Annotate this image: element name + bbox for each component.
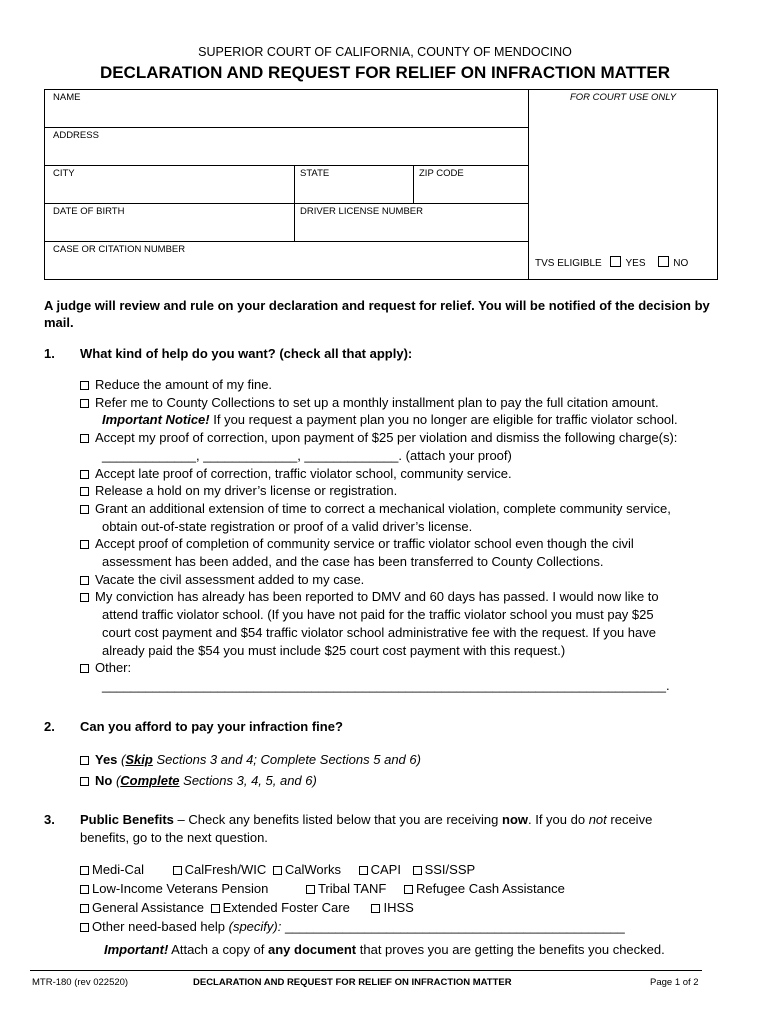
ssi-checkbox[interactable]: [413, 866, 422, 875]
other-benefit-checkbox[interactable]: [80, 923, 89, 932]
other-label: Other:: [95, 660, 132, 676]
tvs-eligible-label: TVS ELIGIBLE: [535, 258, 602, 269]
q3-number: 3.: [44, 812, 55, 827]
address-label: ADDRESS: [53, 130, 99, 141]
q2-number: 2.: [44, 719, 55, 734]
court-name: SUPERIOR COURT OF CALIFORNIA, COUNTY OF MENDOCINO: [198, 45, 572, 59]
q3-line-2: benefits, go to the next question.: [80, 829, 268, 845]
other-benefit-label: Other need-based help: [92, 919, 229, 934]
row-divider-4: [44, 241, 529, 242]
installment-label: Refer me to County Collections to set up a monthly installment plan to pay the full citation amount.: [95, 394, 659, 410]
footer-form-number: MTR-180 (rev 022520): [32, 977, 129, 988]
release-hold-label: Release a hold on my driver’s license or registration.: [95, 483, 398, 499]
calfresh-checkbox[interactable]: [173, 866, 182, 875]
tanf-label: Tribal TANF: [317, 881, 387, 896]
calfresh-label: CalFresh/WIC: [184, 862, 267, 877]
form-title: DECLARATION AND REQUEST FOR RELIEF ON INFRACTION MATTER: [99, 63, 671, 82]
important-notice-text: If you request a payment plan you no longer are eligible for traffic violator school.: [209, 412, 678, 428]
community-service-label-cont: assessment has been added, and the case has been transferred to County Collections.: [102, 554, 604, 570]
dmv-tvs-label-cont-2: court cost payment and $54 traffic violator school administrative fee with the request. If you have: [102, 624, 656, 640]
important-notice: [80, 411, 740, 429]
col-divider-state: [294, 165, 295, 241]
q1-heading: What kind of help do you want? (check all that apply):: [80, 346, 413, 361]
capi-checkbox[interactable]: [359, 866, 368, 875]
q3-now: now: [502, 812, 528, 827]
list-item: [80, 749, 740, 770]
proof-correction-label: Accept my proof of correction, upon payment of $25 per violation and dismiss the following charge(s):: [95, 430, 678, 446]
list-item: [80, 465, 740, 483]
other-benefit-specify: (specify):: [228, 919, 282, 934]
q3-intro: [80, 811, 740, 846]
extension-label-cont: obtain out-of-state registration or proof of a valid driver’s license.: [102, 518, 473, 534]
list-item: [80, 429, 740, 447]
veterans-label: Low-Income Veterans Pension: [92, 881, 269, 896]
dl-label: DRIVER LICENSE NUMBER: [300, 206, 423, 217]
q3-text-1: – Check any benefits listed below that you are receiving: [173, 812, 502, 827]
afford-no-checkbox[interactable]: [80, 777, 89, 786]
list-item: [80, 482, 740, 500]
refugee-label: Refugee Cash Assistance: [415, 881, 565, 896]
other-input-line[interactable]: ______________________________________________________________________________.: [102, 677, 670, 693]
tanf-checkbox[interactable]: [306, 885, 315, 894]
court-use-label: FOR COURT USE ONLY: [569, 92, 677, 103]
q2-options: [80, 749, 740, 791]
list-item: [80, 376, 740, 394]
calworks-checkbox[interactable]: [273, 866, 282, 875]
list-item: [80, 571, 740, 589]
general-assistance-label: General Assistance: [92, 900, 205, 915]
dob-label: DATE OF BIRTH: [53, 206, 125, 217]
q3-not: not: [588, 812, 607, 827]
dmv-tvs-label: My conviction has already has been reported to DMV and 60 days has passed. I would now like to: [95, 589, 659, 605]
reduce-fine-label: Reduce the amount of my fine.: [95, 377, 273, 392]
benefits-attach-2: that proves you are getting the benefits you checked.: [356, 942, 665, 957]
list-item: [80, 588, 740, 606]
ihss-label: IHSS: [383, 900, 414, 915]
tvs-no-checkbox[interactable]: [658, 256, 669, 267]
benefits-important: [104, 941, 744, 959]
q2-heading: Can you afford to pay your infraction fine?: [80, 719, 343, 734]
proof-correction-checkbox[interactable]: [80, 434, 89, 443]
afford-yes-label: Yes: [95, 752, 118, 767]
list-item: [80, 659, 740, 677]
benefits-row-2: [80, 879, 740, 898]
capi-label: CAPI: [370, 862, 401, 877]
row-divider-2: [44, 165, 529, 166]
footer-page-number: Page 1 of 2: [650, 977, 699, 988]
important-notice-label: Important Notice!: [102, 412, 210, 428]
vacate-checkbox[interactable]: [80, 576, 89, 585]
afford-no-label: No: [95, 773, 113, 788]
dmv-tvs-checkbox[interactable]: [80, 593, 89, 602]
state-label: STATE: [300, 168, 330, 179]
charges-blanks[interactable]: _____________, _____________, _____________. (attach your proof): [102, 447, 512, 463]
other-benefit-input-line[interactable]: _______________________________________________: [281, 919, 625, 934]
q3-text-3: receive: [606, 812, 653, 827]
afford-yes-rest: Sections 3 and 4; Complete Sections 5 and 6): [152, 752, 421, 767]
refugee-checkbox[interactable]: [404, 885, 413, 894]
other-checkbox[interactable]: [80, 664, 89, 673]
tvs-yes-checkbox[interactable]: [610, 256, 621, 267]
zip-label: ZIP CODE: [419, 168, 464, 179]
list-item: [80, 500, 740, 518]
name-field[interactable]: [45, 104, 527, 126]
benefits-any-document: any document: [268, 942, 357, 957]
foster-care-checkbox[interactable]: [211, 904, 220, 913]
community-service-label: Accept proof of completion of community service or traffic violator school even though the civil: [95, 536, 634, 552]
ihss-checkbox[interactable]: [371, 904, 380, 913]
medical-label: Medi-Cal: [92, 862, 145, 877]
extension-label: Grant an additional extension of time to correct a mechanical violation, complete community service,: [95, 500, 671, 516]
late-proof-checkbox[interactable]: [80, 470, 89, 479]
afford-yes-skip: Skip: [125, 752, 153, 767]
dmv-tvs-label-cont-3: already paid the $54 you must include $25 court cost payment with this request.): [102, 642, 566, 658]
list-item: [80, 535, 740, 553]
q1-options: [80, 376, 740, 695]
list-item: [80, 394, 740, 412]
foster-care-label: Extended Foster Care: [222, 900, 350, 915]
city-label: CITY: [53, 168, 75, 179]
installment-checkbox[interactable]: [80, 399, 89, 408]
benefits-row-3: [80, 898, 740, 917]
footer-rule: [30, 970, 702, 971]
calworks-label: CalWorks: [284, 862, 341, 877]
afford-no-rest: Sections 3, 4, 5, and 6): [179, 773, 317, 788]
tvs-yes-label: YES: [625, 258, 646, 269]
q3-heading: Public Benefits: [80, 812, 174, 827]
extension-checkbox[interactable]: [80, 505, 89, 514]
veterans-checkbox[interactable]: [80, 885, 89, 894]
row-divider-1: [44, 127, 529, 128]
afford-no-paren: (: [112, 773, 121, 788]
late-proof-label: Accept late proof of correction, traffic violator school, community service.: [95, 465, 512, 481]
afford-yes-checkbox[interactable]: [80, 756, 89, 765]
footer-title: DECLARATION AND REQUEST FOR RELIEF ON INFRACTION MATTER: [193, 977, 512, 988]
reduce-fine-checkbox[interactable]: [80, 381, 89, 390]
q3-text-2: . If you do: [528, 812, 589, 827]
intro-text: A judge will review and rule on your declaration and request for relief. You will be notified of the decision by mail.: [44, 298, 710, 330]
afford-no-complete: Complete: [120, 773, 180, 788]
name-label: NAME: [53, 92, 81, 103]
ssi-label: SSI/SSP: [424, 862, 476, 877]
general-assistance-checkbox[interactable]: [80, 904, 89, 913]
q1-number: 1.: [44, 346, 55, 361]
benefits-attach-1: Attach a copy of: [168, 942, 269, 957]
tvs-eligible-row: [535, 256, 688, 269]
benefits-important-label: Important!: [104, 942, 169, 957]
vacate-label: Vacate the civil assessment added to my case.: [95, 571, 365, 587]
benefits-row-1: [80, 860, 740, 879]
release-hold-checkbox[interactable]: [80, 487, 89, 496]
case-label: CASE OR CITATION NUMBER: [53, 244, 186, 255]
col-divider-zip: [413, 165, 414, 203]
community-service-checkbox[interactable]: [80, 540, 89, 549]
medical-checkbox[interactable]: [80, 866, 89, 875]
row-divider-3: [44, 203, 529, 204]
court-use-box: [528, 89, 718, 280]
dmv-tvs-label-cont-1: attend traffic violator school. (If you have not paid for the traffic violator school you must pay $25: [102, 607, 654, 623]
afford-yes-paren: (: [117, 752, 126, 767]
list-item: [80, 770, 740, 791]
benefits-row-4: [80, 917, 740, 936]
tvs-no-label: NO: [673, 258, 689, 269]
